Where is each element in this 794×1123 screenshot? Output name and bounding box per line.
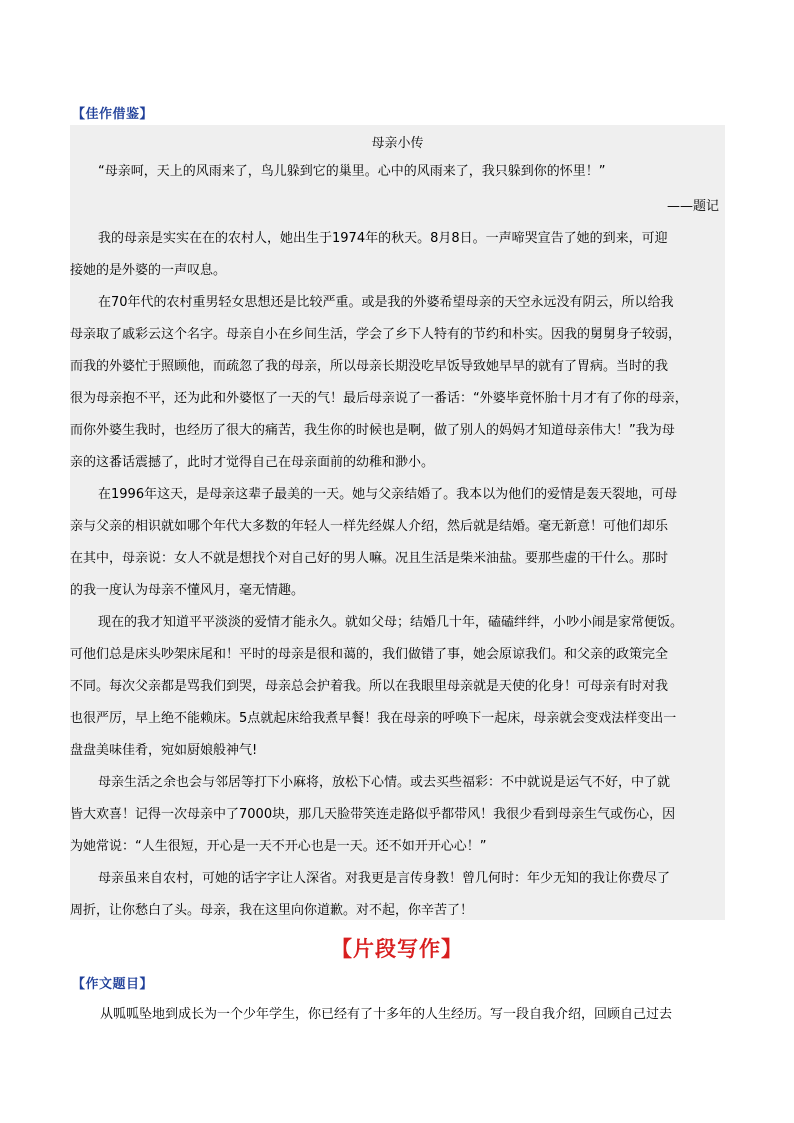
essay-line: 母亲生活之余也会与邻居等打下小麻将，放松下心情。或去买些福彩：不中就说是运气不好，中了就 — [98, 775, 671, 790]
essay-line: 在1996年这天，是母亲这辈子最美的一天。她与父亲结婚了。我本以为他们的爱情是轰天裂地，可母 — [98, 487, 678, 502]
essay-line: 不同。每次父亲都是骂我们到哭，母亲总会护着我。所以在我眼里母亲就是天使的化身！可母亲有时对我 — [70, 679, 669, 694]
essay-line: 的我一度认为母亲不懂风月，毫无情趣。 — [70, 583, 305, 598]
essay-line: 可他们总是床头吵架床尾和！平时的母亲是很和蔼的，我们做错了事，她会原谅我们。和父亲的政策完全 — [70, 647, 669, 662]
essay-box — [70, 125, 725, 920]
assignment-text: 从呱呱坠地到成长为一个少年学生，你已经有了十多年的人生经历。写一段自我介绍，回顾自己过去 — [100, 1007, 673, 1022]
essay-line: 亲的这番话震撼了，此时才觉得自己在母亲面前的幼稚和渺小。 — [70, 455, 435, 470]
essay-line: 在其中，母亲说：女人不就是想找个对自己好的男人嘛。况且生活是柴米油盐。要那些虚的干什么。那时 — [70, 551, 669, 566]
essay-line: 母亲取了戚彩云这个名字。母亲自小在乡间生活，学会了乡下人特有的节约和朴实。因我的舅舅身子较弱， — [70, 327, 682, 342]
essay-line: 而你外婆生我时，也经历了很大的痛苦，我生你的时候也是啊，做了别人的妈妈才知道母亲伟大！”我为母 — [70, 423, 675, 438]
essay-epigraph: “母亲呵，天上的风雨来了，鸟儿躲到它的巢里。心中的风雨来了，我只躲到你的怀里！” — [98, 164, 606, 179]
assignment-label: 【作文题目】 — [72, 977, 154, 992]
essay-line: 亲与父亲的相识就如哪个年代大多数的年轻人一样先经媒人介绍，然后就是结婚。毫无新意！可他们却乐 — [70, 519, 669, 534]
essay-line: 为她常说：“人生很短，开心是一天不开心也是一天。还不如开开心心！” — [70, 839, 487, 854]
essay-line: 母亲虽来自农村，可她的话字字让人深省。对我更是言传身教！曾几何时：年少无知的我让你费尽了 — [98, 871, 671, 886]
essay-signature: ——题记 — [666, 199, 719, 214]
masterpiece-label: 【佳作借鉴】 — [72, 107, 154, 122]
essay-line: 也很严厉，早上绝不能赖床。5点就起床给我煮早餐！我在母亲的呼唤下一起床，母亲就会变戏法样变出一 — [70, 711, 677, 726]
essay-line: 盘盘美味佳肴，宛如厨娘般神气! — [70, 743, 258, 758]
essay-line: 周折，让你愁白了头。母亲，我在这里向你道歉。对不起，你辛苦了！ — [70, 903, 474, 918]
essay-title: 母亲小传 — [371, 136, 424, 151]
essay-line: 我的母亲是实实在在的农村人，她出生于1974年的秋天。8月8日。一声啼哭宣告了她的到来，可迎 — [98, 231, 668, 246]
essay-line: 在70年代的农村重男轻女思想还是比较严重。或是我的外婆希望母亲的天空永远没有阴云，所以给我 — [98, 295, 674, 310]
essay-line: 现在的我才知道平平淡淡的爱情才能永久。就如父母；结婚几十年，磕磕绊绊，小吵小闹是家常便饭。 — [98, 615, 684, 630]
section-title: 【片段写作】 — [331, 937, 463, 961]
essay-line: 皆大欢喜！记得一次母亲中了7000块，那几天脸带笑连走路似乎都带风！我很少看到母亲生气或伤心，因 — [70, 807, 676, 822]
essay-line: 很为母亲抱不平，还为此和外婆怄了一天的气！最后母亲说了一番话：“外婆毕竟怀胎十月才有了你的母亲， — [70, 391, 688, 406]
essay-line: 而我的外婆忙于照顾他，而疏忽了我的母亲，所以母亲长期没吃早饭导致她早早的就有了胃病。当时的我 — [70, 359, 669, 374]
essay-line: 接她的是外婆的一声叹息。 — [70, 263, 227, 278]
